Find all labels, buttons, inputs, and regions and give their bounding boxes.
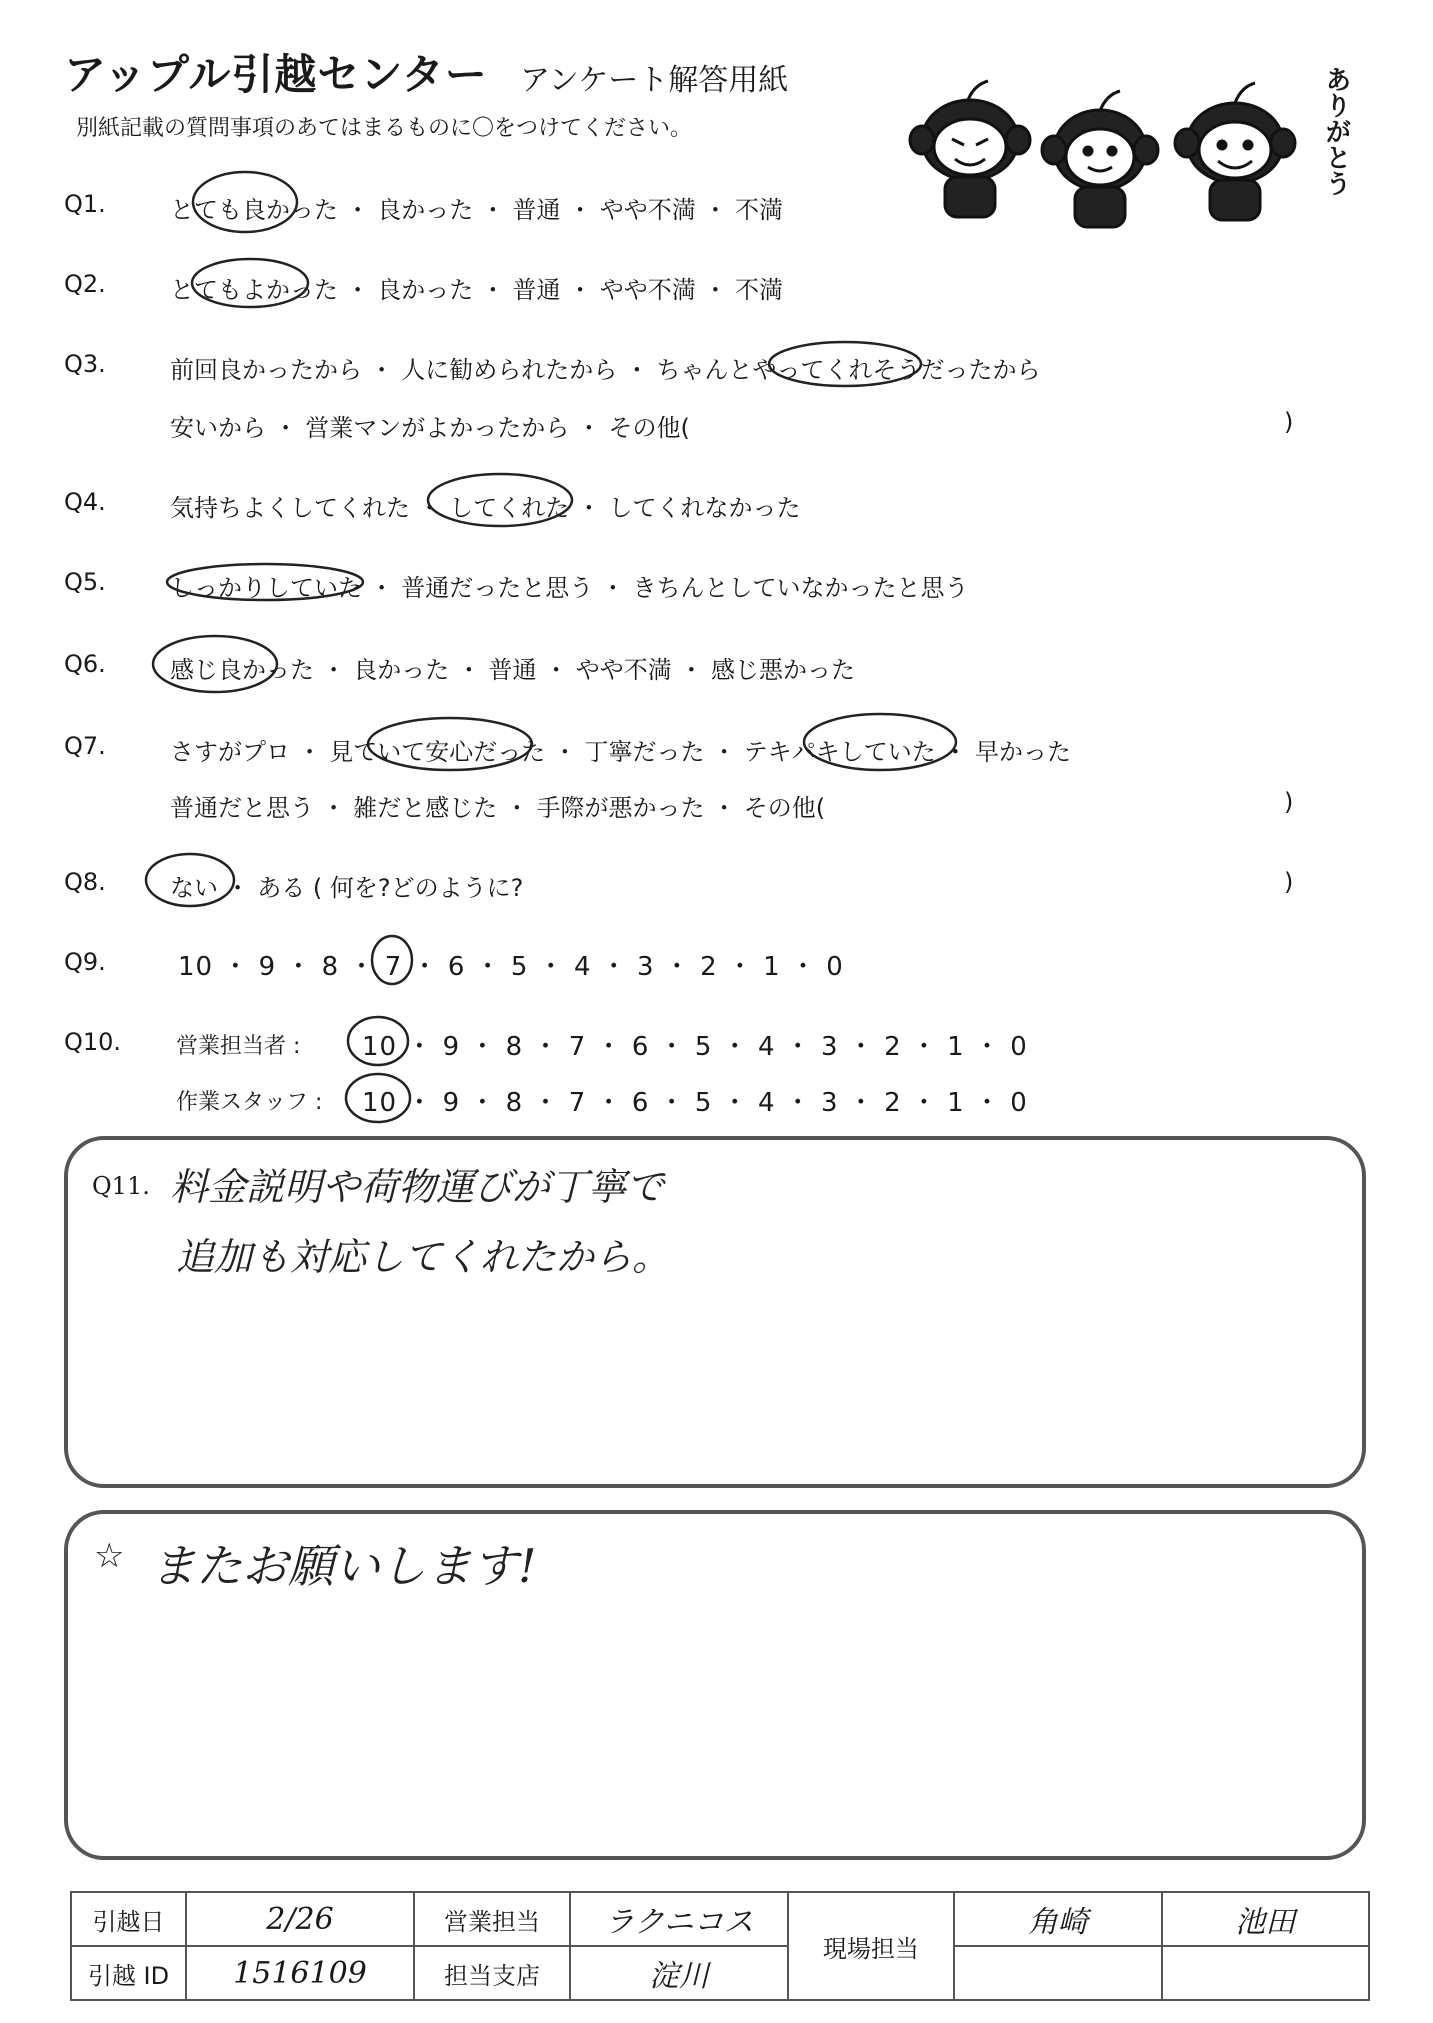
q11-label: Q11. — [92, 1172, 150, 1200]
move-id-value: 1516109 — [186, 1946, 414, 2000]
monkey-right-icon — [1175, 83, 1295, 220]
q10-staff-label: 作業スタッフ : — [176, 1090, 323, 1115]
q2-label: Q2. — [64, 270, 106, 298]
q8-label: Q8. — [64, 868, 106, 896]
site-rep-value-1: 角崎 — [954, 1892, 1161, 1946]
q8-close-paren: ) — [1284, 868, 1294, 896]
branch-value: 淀川 — [570, 1946, 788, 2000]
move-date-value: 2/26 — [186, 1892, 414, 1946]
q9-label: Q9. — [64, 948, 106, 976]
site-rep-value-2: 池田 — [1162, 1892, 1370, 1946]
q6-options: 感じ良かった ・ 良かった ・ 普通 ・ やや不満 ・ 感じ悪かった — [170, 656, 856, 684]
q1-options: とても良かった ・ 良かった ・ 普通 ・ やや不満 ・ 不満 — [170, 196, 784, 224]
monkey-mascots-illustration — [900, 55, 1360, 235]
q4-label: Q4. — [64, 488, 106, 516]
q3-close-paren: ) — [1284, 408, 1294, 436]
q10-sales-scores: 10 ・ 9 ・ 8 ・ 7 ・ 6 ・ 5 ・ 4 ・ 3 ・ 2 ・ 1 ・ 0 — [362, 1032, 1028, 1062]
q7-label: Q7. — [64, 732, 106, 760]
page-subtitle: アンケート解答用紙 — [520, 63, 789, 98]
page-title: アップル引越センター — [64, 50, 488, 99]
site-rep-label: 現場担当 — [788, 1892, 954, 2000]
q2-options: とてもよかった ・ 良かった ・ 普通 ・ やや不満 ・ 不満 — [170, 276, 784, 304]
site-rep-extra-1 — [954, 1946, 1161, 2000]
monkey-middle-icon — [1042, 91, 1158, 227]
q10-label: Q10. — [64, 1028, 122, 1056]
move-date-label: 引越日 — [71, 1892, 186, 1946]
q11-answer-line2: 追加も対応してくれたから。 — [176, 1235, 671, 1279]
q6-label: Q6. — [64, 650, 106, 678]
q7-close-paren: ) — [1284, 788, 1294, 816]
q8-options: ない ・ ある ( 何を?どのように? — [170, 874, 524, 902]
q3-options-line1: 前回良かったから ・ 人に勧められたから ・ ちゃんとやってくれそうだったから — [170, 356, 1041, 384]
q4-options: 気持ちよくしてくれた ・ してくれた ・ してくれなかった — [170, 494, 801, 522]
q5-label: Q5. — [64, 568, 106, 596]
footer-info-table — [70, 1891, 1370, 2001]
site-rep-extra-2 — [1162, 1946, 1370, 2000]
sales-rep-value: ラクニコス — [570, 1892, 788, 1946]
q3-options-line2: 安いから ・ 営業マンがよかったから ・ その他( — [170, 414, 690, 442]
q11-answer-line1: 料金説明や荷物運びが丁寧で — [170, 1165, 665, 1209]
sales-rep-label: 営業担当 — [414, 1892, 570, 1946]
free-comment-text: またお願いします! — [150, 1539, 537, 1593]
q10-staff-scores: 10 ・ 9 ・ 8 ・ 7 ・ 6 ・ 5 ・ 4 ・ 3 ・ 2 ・ 1 ・ 0 — [362, 1088, 1028, 1118]
branch-label: 担当支店 — [414, 1946, 570, 2000]
q1-label: Q1. — [64, 190, 106, 218]
instruction-text: 別紙記載の質問事項のあてはまるものに〇をつけてください。 — [76, 116, 693, 141]
q3-label: Q3. — [64, 350, 106, 378]
q7-options-line2: 普通だと思う ・ 雑だと感じた ・ 手際が悪かった ・ その他( — [170, 794, 826, 822]
q10-sales-label: 営業担当者 : — [176, 1034, 301, 1059]
arigatou-text: ありがとう — [1321, 66, 1351, 196]
move-id-label: 引越 ID — [71, 1946, 186, 2000]
star-icon: ☆ — [94, 1536, 125, 1576]
q7-options-line1: さすがプロ ・ 見ていて安心だった ・ 丁寧だった ・ テキパキしていた ・ 早かった — [170, 738, 1072, 766]
monkey-left-icon — [910, 81, 1030, 217]
q5-options: しっかりしていた ・ 普通だったと思う ・ きちんとしていなかったと思う — [170, 574, 969, 602]
q9-scores: 10 ・ 9 ・ 8 ・ 7 ・ 6 ・ 5 ・ 4 ・ 3 ・ 2 ・ 1 ・ 0 — [178, 952, 844, 982]
